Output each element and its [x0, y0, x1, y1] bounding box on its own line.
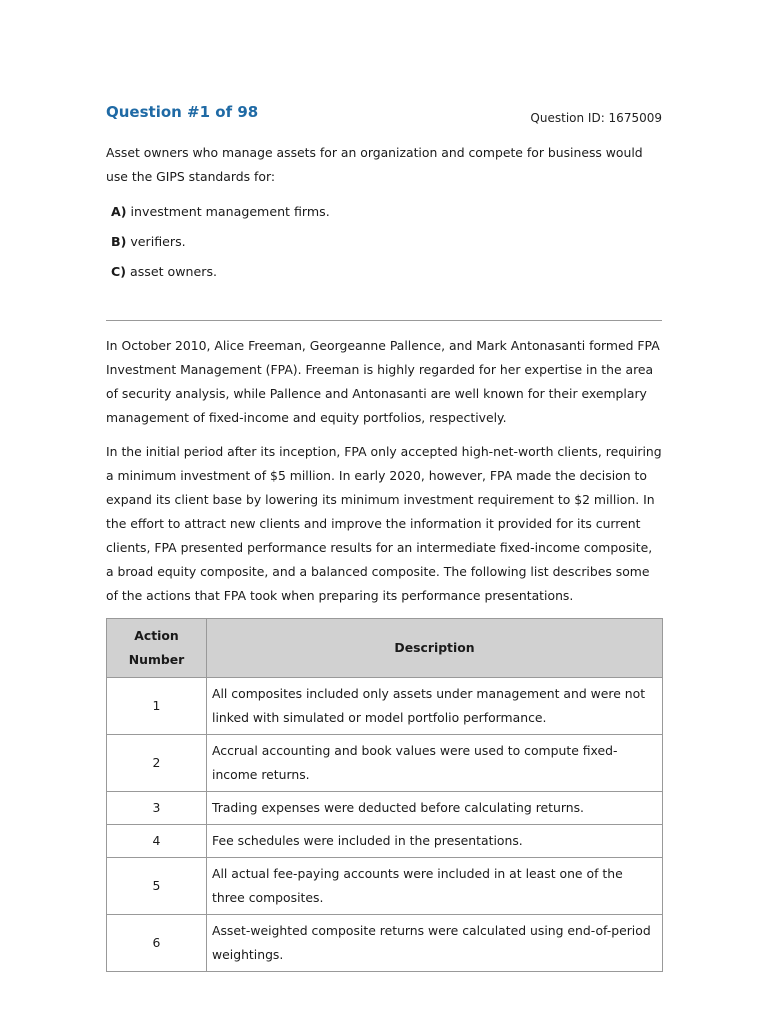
action-number: 6 [107, 915, 207, 972]
section-divider [106, 320, 662, 321]
choice-letter: A) [111, 204, 127, 219]
choice-text: verifiers. [130, 234, 186, 249]
answer-choice-b[interactable] [111, 230, 330, 260]
action-number: 4 [107, 825, 207, 858]
header-description: Description [207, 619, 663, 678]
answer-choices [111, 200, 330, 290]
action-number: 2 [107, 735, 207, 792]
action-number: 1 [107, 678, 207, 735]
question-id: Question ID: 1675009 [530, 111, 662, 125]
question-header [106, 103, 662, 133]
action-description: Trading expenses were deducted before calculating returns. [207, 792, 663, 825]
table-row [107, 792, 663, 825]
choice-text: investment management firms. [130, 204, 330, 219]
table-row [107, 825, 663, 858]
action-number: 5 [107, 858, 207, 915]
choice-letter: C) [111, 264, 126, 279]
action-number: 3 [107, 792, 207, 825]
choice-letter: B) [111, 234, 127, 249]
table-row [107, 678, 663, 735]
header-action-number: Action Number [107, 619, 207, 678]
table-row [107, 915, 663, 972]
case-paragraph-1: In October 2010, Alice Freeman, Georgeanne Pallence, and Mark Antonasanti formed FPA Investment Management (FPA). Freeman is highly regarded for her expertise in the area of security analysis, while Pallence and Antonasanti are well known for their exemplary management of fixed-income and equity portfolios, respectively. [106, 338, 660, 425]
table-row [107, 735, 663, 792]
table-row [107, 858, 663, 915]
question-stem: Asset owners who manage assets for an organization and compete for business would use the GIPS standards for: [106, 145, 643, 184]
action-description: Fee schedules were included in the presentations. [207, 825, 663, 858]
case-paragraph-2: In the initial period after its inception, FPA only accepted high-net-worth clients, requiring a minimum investment of $5 million. In early 2020, however, FPA made the decision to expand its client base by lowering its minimum investment requirement to $2 million. In the effort to attract new clients and improve the information it provided for its current clients, FPA presented performance results for an intermediate fixed-income composite, a broad equity composite, and a balanced composite. The following list describes some of the actions that FPA took when preparing its performance presentations. [106, 444, 662, 603]
table-header-row [107, 619, 663, 678]
action-description: Accrual accounting and book values were used to compute fixed-income returns. [207, 735, 663, 792]
answer-choice-c[interactable] [111, 260, 330, 290]
answer-choice-a[interactable] [111, 200, 330, 230]
action-description: All actual fee-paying accounts were included in at least one of the three composites. [207, 858, 663, 915]
actions-table [106, 618, 663, 972]
question-title: Question #1 of 98 [106, 103, 259, 121]
choice-text: asset owners. [130, 264, 218, 279]
action-description: All composites included only assets under management and were not linked with simulated or model portfolio performance. [207, 678, 663, 735]
action-description: Asset-weighted composite returns were calculated using end-of-period weightings. [207, 915, 663, 972]
